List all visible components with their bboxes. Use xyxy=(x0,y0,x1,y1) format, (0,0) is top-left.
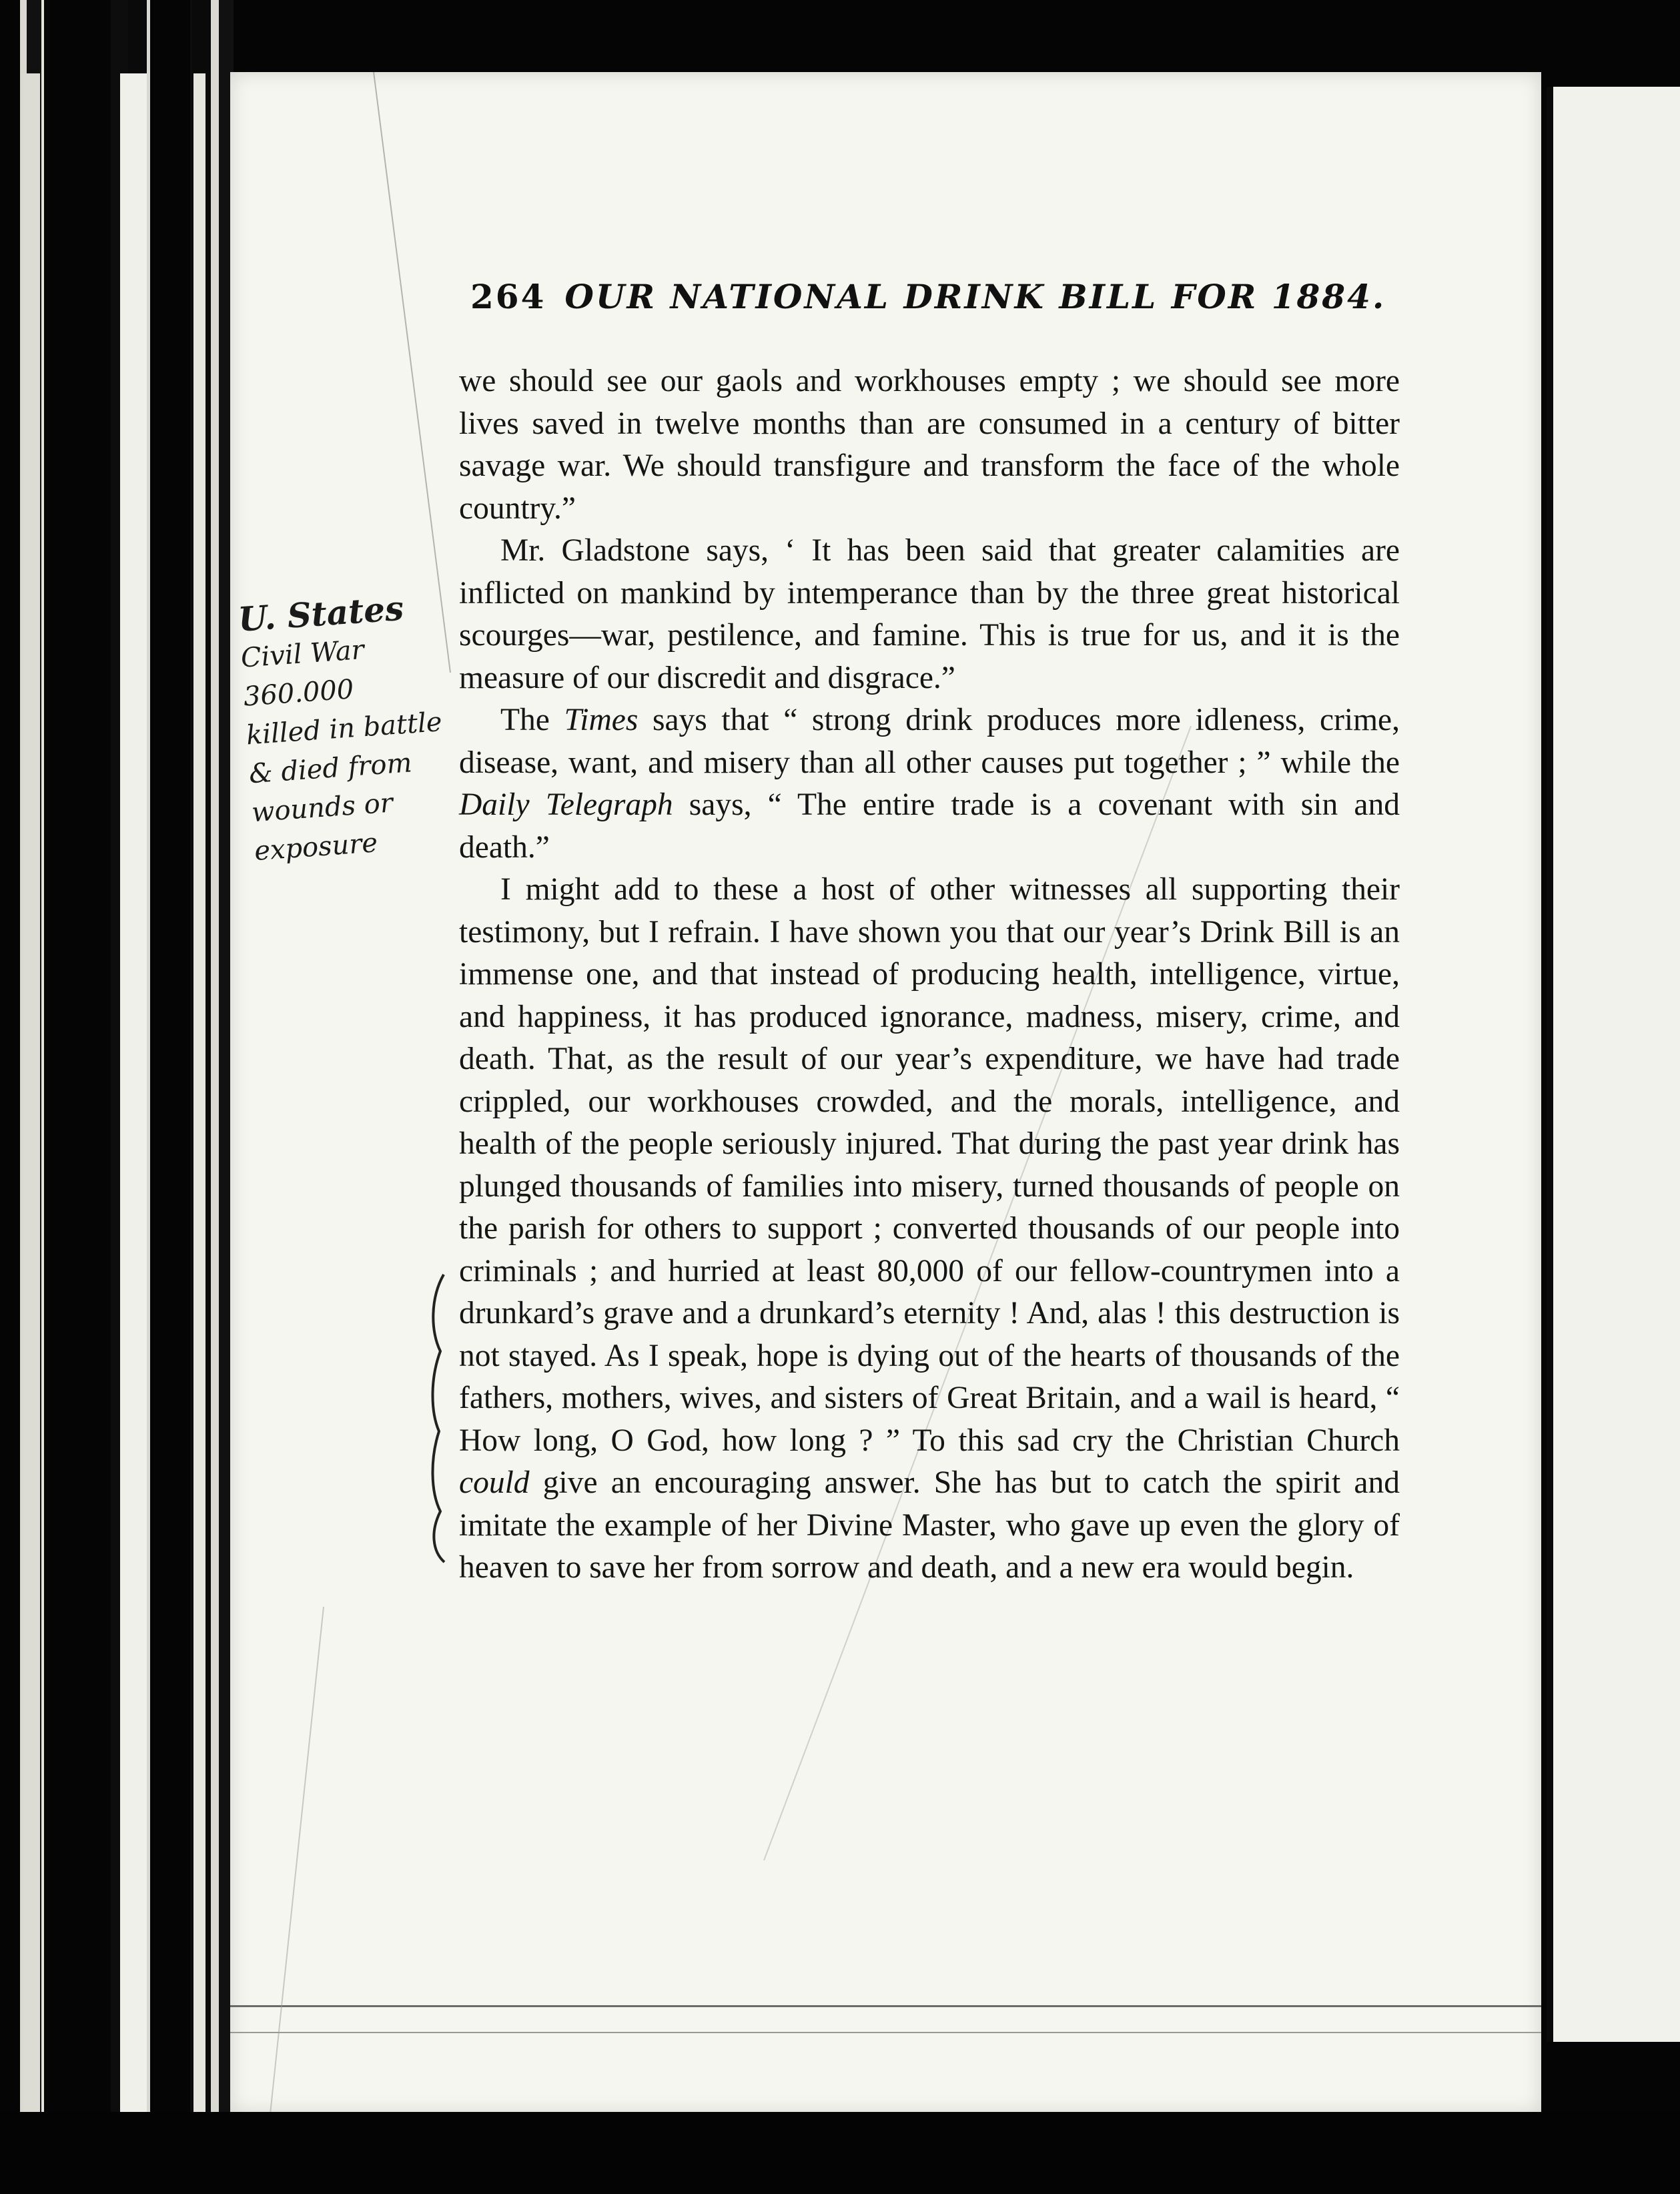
running-head xyxy=(470,277,1386,316)
paragraph-times xyxy=(459,699,1400,869)
margin-note-line: wounds or xyxy=(250,787,394,829)
paragraph-gladstone: Mr. Gladstone says, ‘ It has been said that greater calamities are inflicted on mankind by intemperance than by the three great historical scourges—war, pestilence, and famine. This is true for us, and it is the measure of our discredit and disgrace.” xyxy=(459,533,1400,695)
page-edge xyxy=(23,73,40,2129)
margin-note-line: & died from xyxy=(248,747,413,790)
page-edge xyxy=(120,73,147,2129)
binding-shadow xyxy=(44,0,111,2194)
text-run: says that “ strong drink produces more idleness, crime, disease, want, and misery than all other causes put together ; ” while the xyxy=(459,703,1400,780)
page-edge xyxy=(193,73,205,2129)
text-run: give an encouraging answer. She has but to catch the spirit and imitate the example of her Divine Master, who gave up even the glory of heaven to save her from sorrow and death, and a new era would begin. xyxy=(459,1465,1400,1585)
scan-bottom-edge xyxy=(0,2112,1680,2194)
margin-note-line: 360.000 xyxy=(242,674,355,713)
next-page-edge xyxy=(1547,87,1680,2042)
paragraph-continuation: we should see our gaols and workhouses empty ; we should see more lives saved in twelve months than are consumed in a century of bitter savage war. We should transfigure and transform the face of the whole country.” xyxy=(459,364,1400,526)
handwritten-margin-note xyxy=(237,585,485,871)
margin-note-line: exposure xyxy=(253,827,379,867)
pencil-bracket-mark xyxy=(427,1271,447,1565)
book-binding-left xyxy=(0,0,234,2194)
text-run: The xyxy=(500,703,564,737)
binding-shadow xyxy=(0,0,20,2194)
binding-shadow xyxy=(150,0,190,2194)
text-run: says, “ The entire trade is a covenant with sin and death.” xyxy=(459,787,1400,865)
italic-daily-telegraph: Daily Telegraph xyxy=(459,787,673,822)
text-run: I might add to these a host of other witnesses all supporting their testimony, but I refrain. I have shown you that our year’s Drink Bill is an immense one, and that instead of producing health, intelligence, virtue, and happiness, it has produced ignorance, madness, misery, crime, and death. That, as the result of our year’s expenditure, we have had trade crippled, our workhouses crowded, and the morals, intelligence, and health of the people seriously injured. That during the past year drink has plunged thousands of families into misery, turned thousands of people on the parish for others to support ; converted thousands of our people into criminals ; and hurried at least 80,000 of our fellow-countrymen into a drunkard’s grave and a drunkard’s eternity ! And, alas ! this destruction is not stayed. As I speak, hope is dying out of the hearts of thousands of the fathers, mothers, wives, and sisters of Great Britain, and a wail is heard, “ How long, O God, how long ? ” To this sad cry the Christian Church xyxy=(459,872,1400,1458)
margin-note-line: Civil War xyxy=(240,634,366,674)
running-title: OUR NATIONAL DRINK BILL FOR 1884. xyxy=(564,277,1386,316)
margin-note-line: U. States xyxy=(236,588,405,639)
italic-times: Times xyxy=(564,703,639,737)
margin-note-line: killed in battle xyxy=(245,707,444,751)
body-text xyxy=(459,360,1400,1589)
italic-could: could xyxy=(459,1465,530,1500)
page-number: 264 xyxy=(470,277,546,316)
paragraph-witnesses xyxy=(459,869,1400,1589)
